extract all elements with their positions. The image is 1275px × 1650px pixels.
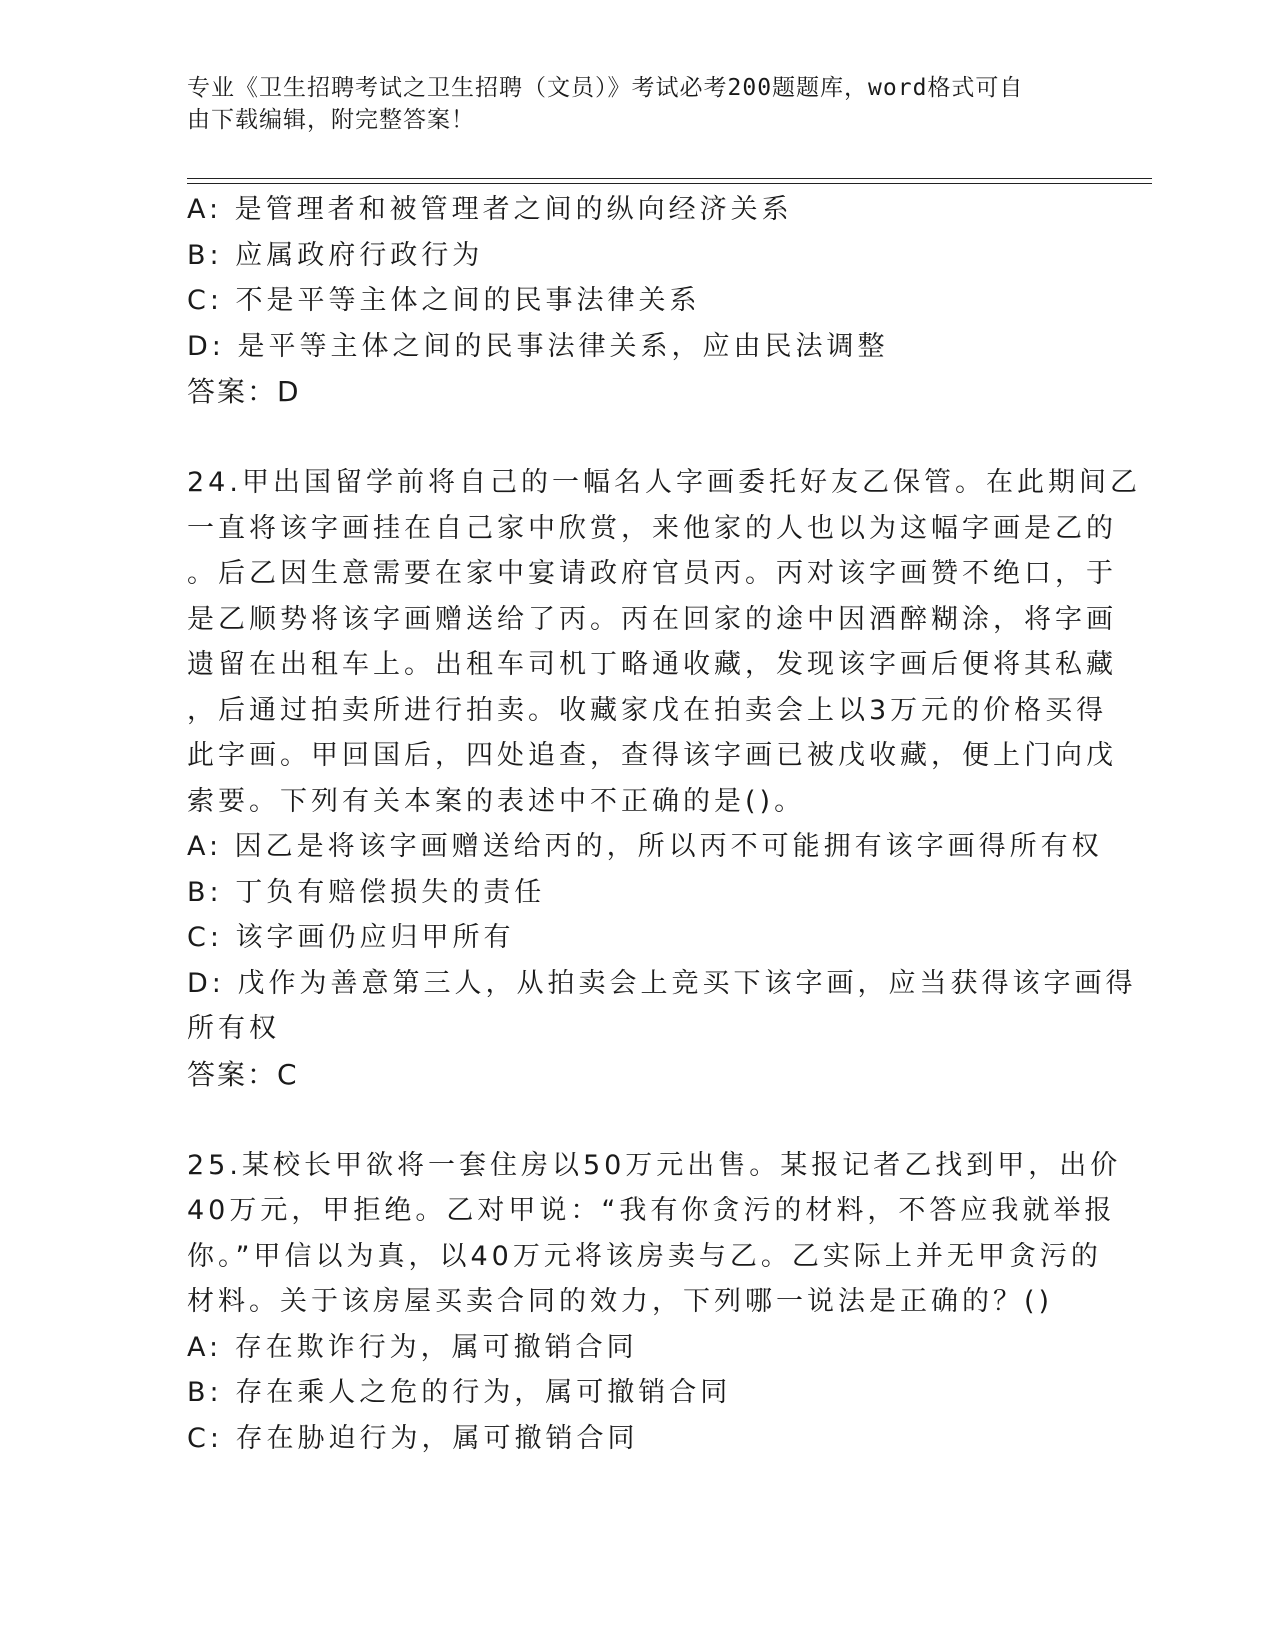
header-line-2: 由下载编辑，附完整答案！: [187, 107, 475, 133]
question-25: [187, 1143, 1122, 1462]
spacer: [187, 1097, 1087, 1143]
question-23: [187, 187, 1087, 415]
question-stem-line: 你。”甲信以为真，以40万元将该房卖与乙。乙实际上并无甲贪污的: [187, 1240, 1102, 1272]
question-stem-line: 此字画。甲回国后，四处追查，查得该字画已被戊收藏，便上门向戊: [187, 740, 1117, 771]
question-stem-line: 遗留在出租车上。出租车司机丁略通收藏，发现该字画后便将其私藏: [187, 649, 1117, 680]
option-b: B: 丁负有赔偿损失的责任: [187, 876, 546, 908]
question-stem-line: 一直将该字画挂在自己家中欣赏，来他家的人也以为这幅字画是乙的: [187, 512, 1117, 544]
option-c: C: 不是平等主体之间的民事法律关系: [187, 285, 701, 316]
option-c: C: 该字画仍应归甲所有: [187, 922, 515, 953]
option-b: B: 存在乘人之危的行为，属可撤销合同: [187, 1377, 732, 1408]
question-list: [187, 187, 1141, 1461]
question-stem-line: 材料。关于该房屋买卖合同的效力，下列哪一说法是正确的？(): [187, 1286, 1054, 1317]
option-a: A: 因乙是将该字画赠送给丙的，所以丙不可能拥有该字画得所有权: [187, 831, 1103, 862]
answer-line: 答案：D: [187, 375, 301, 408]
option-d-continued: 所有权: [187, 1013, 280, 1044]
option-b: B: 应属政府行政行为: [187, 239, 484, 271]
header-line-1: 专业《卫生招聘考试之卫生招聘（文员）》考试必考200题题库，word格式可自: [187, 75, 1024, 101]
option-c: C: 存在胁迫行为，属可撤销合同: [187, 1422, 639, 1454]
header-rule-top: [187, 178, 1152, 179]
question-stem-line: 25.某校长甲欲将一套住房以50万元出售。某报记者乙找到甲，出价: [187, 1149, 1122, 1181]
question-stem-line: 索要。下列有关本案的表述中不正确的是()。: [187, 785, 806, 817]
question-stem-line: 24.甲出国留学前将自己的一幅名人字画委托好友乙保管。在此期间乙: [187, 467, 1141, 498]
question-stem-line: 40万元，甲拒绝。乙对甲说：“我有你贪污的材料，不答应我就举报: [187, 1195, 1116, 1226]
question-stem-line: 。后乙因生意需要在家中宴请政府官员丙。丙对该字画赞不绝口，于: [187, 558, 1117, 589]
question-24: [187, 460, 1141, 1097]
option-d: D: 是平等主体之间的民事法律关系，应由民法调整: [187, 330, 889, 362]
option-a: A: 存在欺诈行为，属可撤销合同: [187, 1331, 638, 1363]
question-stem-line: 是乙顺势将该字画赠送给了丙。丙在回家的途中因酒醉糊涂，将字画: [187, 603, 1117, 635]
spacer: [187, 415, 1087, 461]
header-rule-bottom: [187, 183, 1152, 184]
option-d: D: 戊作为善意第三人，从拍卖会上竞买下该字画，应当获得该字画得: [187, 967, 1137, 999]
option-a: A: 是管理者和被管理者之间的纵向经济关系: [187, 194, 793, 225]
document-header: [187, 72, 1067, 136]
question-stem-line: ，后通过拍卖所进行拍卖。收藏家戊在拍卖会上以3万元的价格买得: [187, 694, 1108, 726]
answer-line: 答案：C: [187, 1057, 299, 1091]
